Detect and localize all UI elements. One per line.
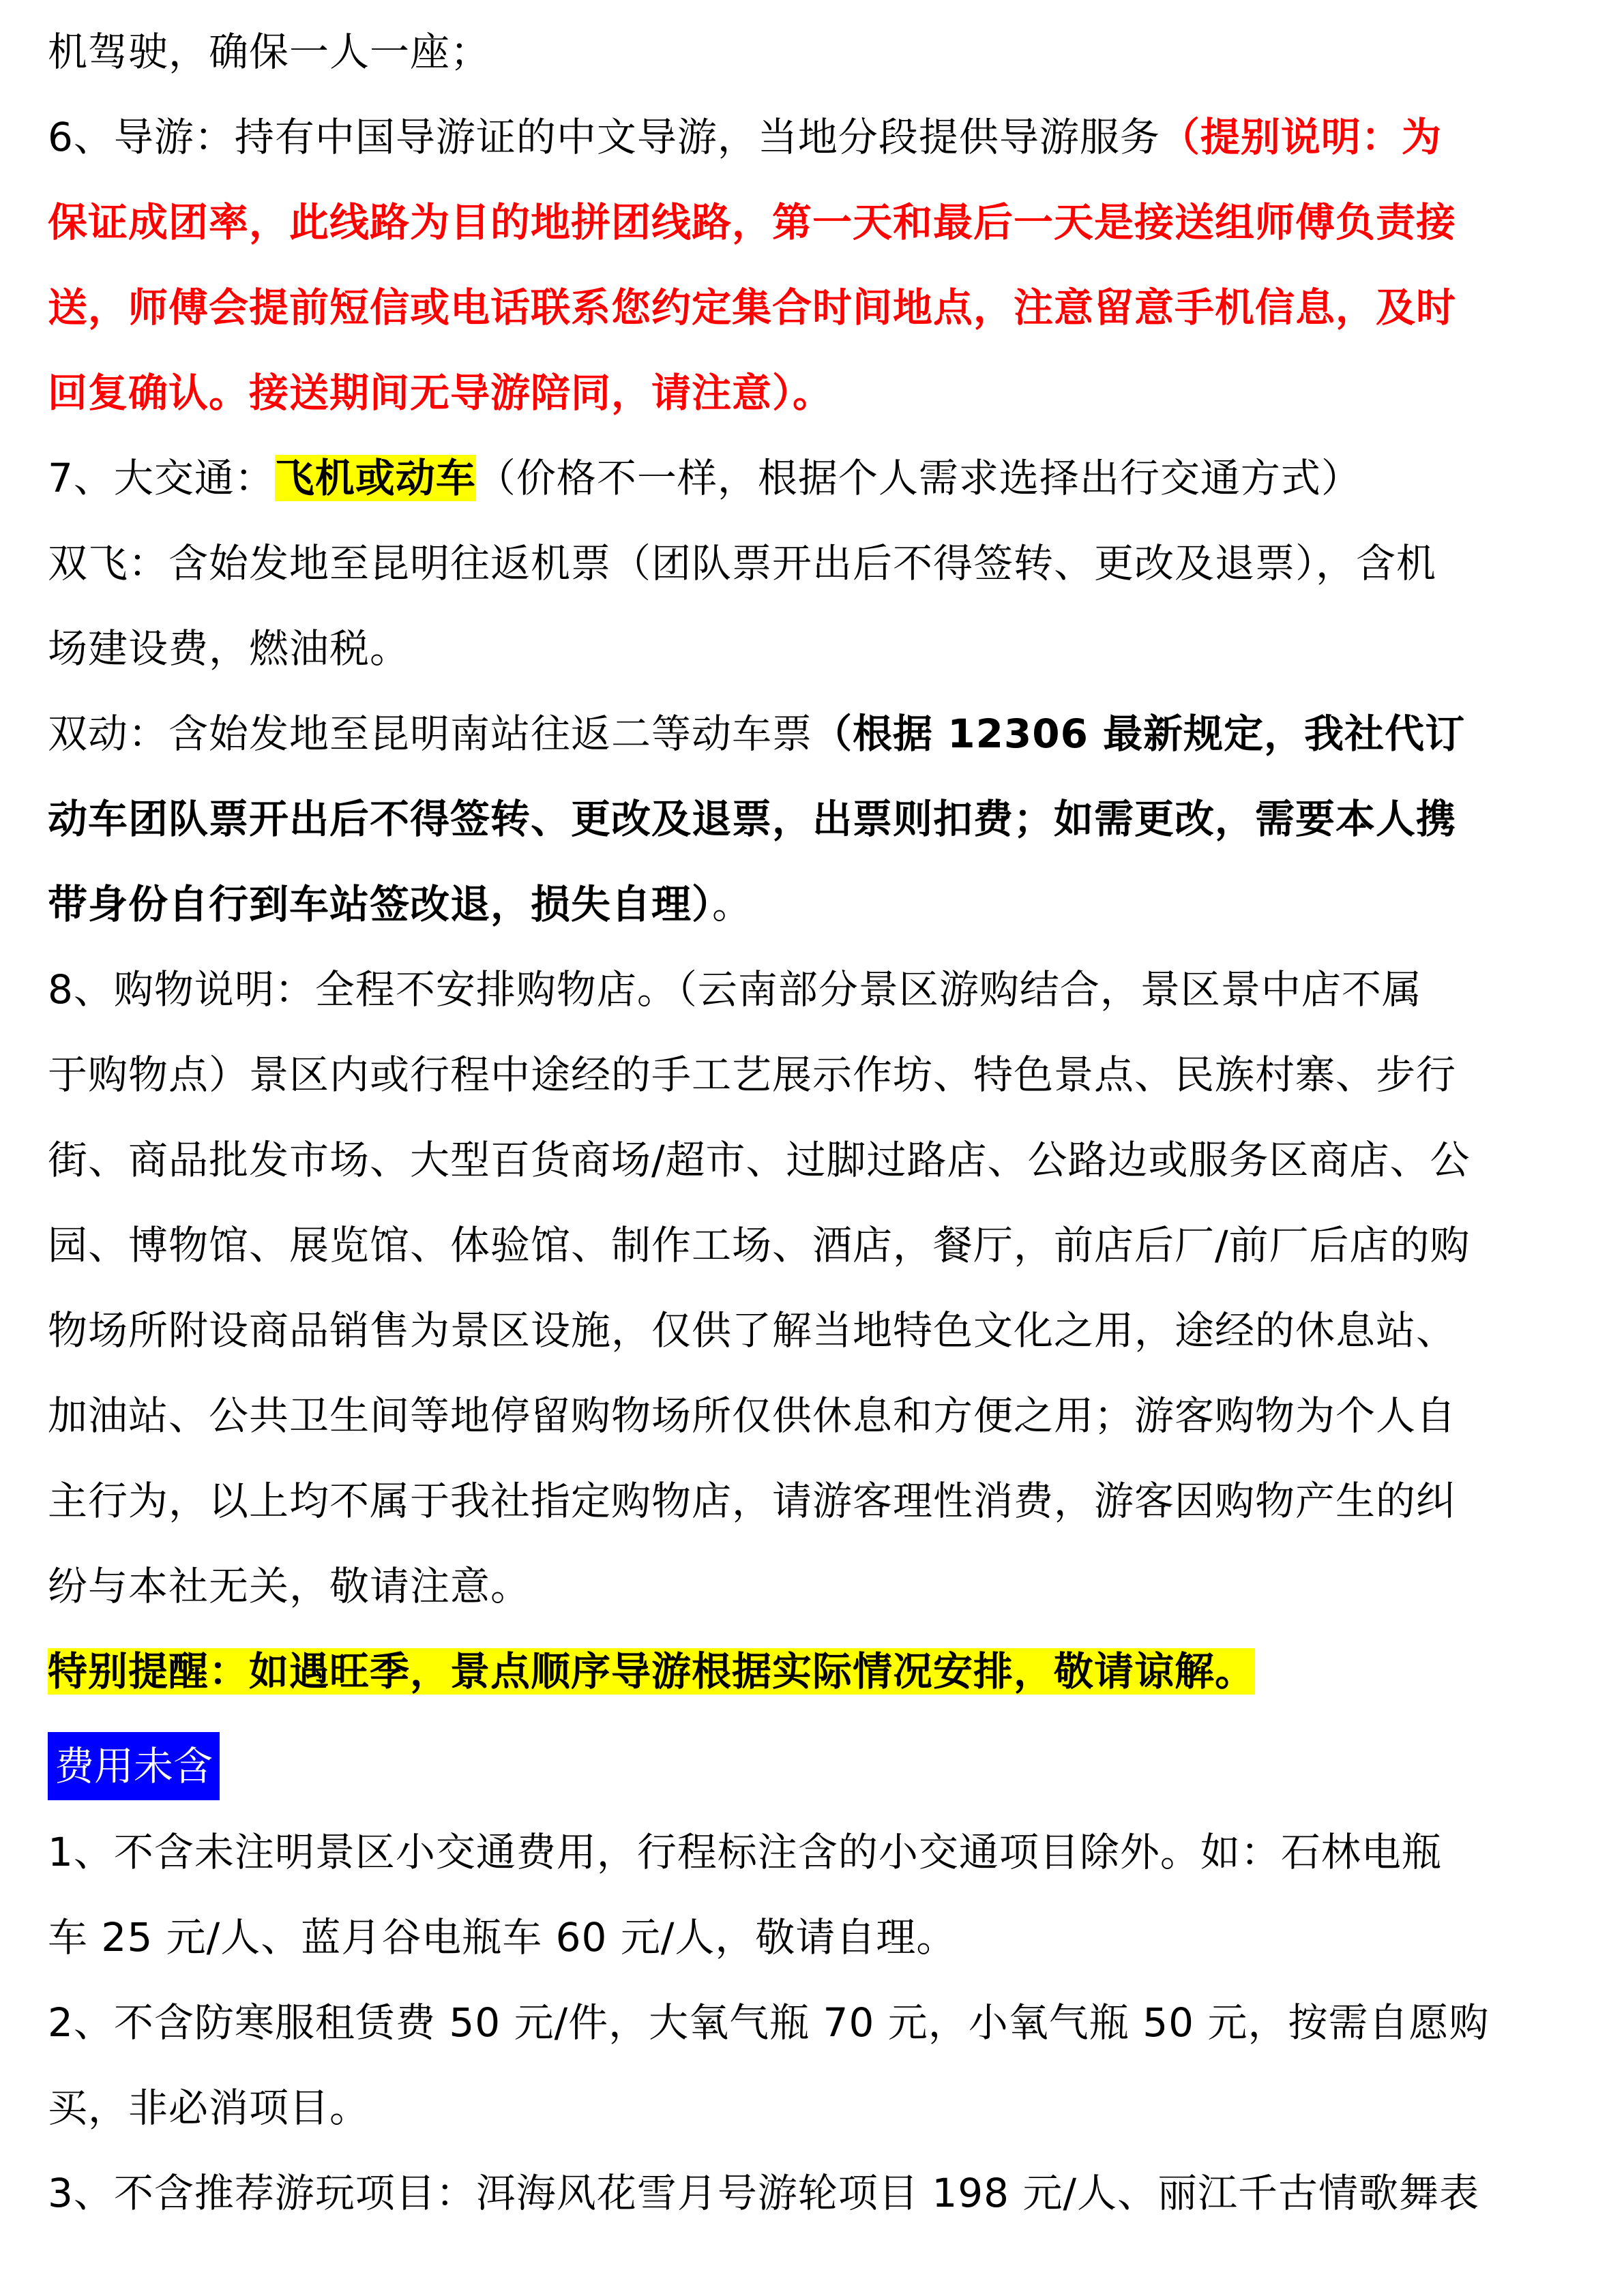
text-segment: 飞机或动车: [274, 455, 476, 501]
text-segment: （根据 12306 最新规定，我社代订: [812, 711, 1466, 757]
text-line: [48, 198, 1456, 247]
text-line: [48, 1476, 1456, 1525]
text-line: [48, 1391, 1456, 1440]
text-segment: 双飞：含始发地至昆明往返机票（团队票开出后不得签转、更改及退票），含机: [48, 540, 1437, 586]
text-line: [48, 453, 1361, 503]
text-segment: 8、购物说明：全程不安排购物店。（云南部分景区游购结合，景区景中店不属: [48, 966, 1422, 1013]
text-segment: 于购物点）景区内或行程中途经的手工艺展示作坊、特色景点、民族村寨、步行: [48, 1052, 1457, 1098]
section-title-fees-excluded: 费用未含: [48, 1732, 220, 1800]
text-line: [48, 2168, 1479, 2218]
text-segment: （提别说明：为: [1160, 114, 1442, 160]
text-segment: 纷与本社无关，敬请注意。: [48, 1563, 531, 1609]
text-segment: 加油站、公共卫生间等地停留购物场所仅供休息和方便之用；游客购物为个人自: [48, 1392, 1457, 1439]
text-line: [48, 1221, 1471, 1270]
text-line: [48, 27, 490, 76]
text-line: [48, 794, 1456, 844]
text-segment: 3、不含推荐游玩项目：洱海风花雪月号游轮项目 198 元/人、丽江千古情歌舞表: [48, 2170, 1480, 2216]
text-line: [48, 1135, 1471, 1184]
text-line: [48, 1562, 531, 1611]
text-segment: 保证成团率，此线路为目的地拼团线路，第一天和最后一天是接送组师傅负责接: [48, 199, 1457, 245]
text-segment: 送，师傅会提前短信或电话联系您约定集合时间地点，注意留意手机信息，及时: [48, 284, 1457, 331]
text-line: [48, 1913, 956, 1962]
text-line: [48, 709, 1465, 758]
text-segment: 动车团队票开出后不得签转、更改及退票，出票则扣费；如需更改，需要本人携: [48, 796, 1457, 842]
text-line: [48, 1306, 1456, 1355]
text-line: [48, 283, 1456, 332]
text-line: [48, 1828, 1442, 1877]
text-line: [48, 368, 833, 417]
text-segment: 2、不含防寒服租赁费 50 元/件，大氧气瓶 70 元，小氧气瓶 50 元，按需自愿购: [48, 1999, 1490, 2046]
text-segment: 特别提醒：如遇旺季，景点顺序导游根据实际情况安排，敬请谅解。: [48, 1648, 1256, 1695]
text-segment: 机驾驶，确保一人一座；: [48, 29, 491, 75]
text-segment: 物场所附设商品销售为景区设施，仅供了解当地特色文化之用，途经的休息站、: [48, 1307, 1457, 1354]
text-segment: 车 25 元/人、蓝月谷电瓶车 60 元/人，敬请自理。: [48, 1914, 957, 1960]
text-line: [48, 624, 410, 673]
text-segment: 园、博物馆、展览馆、体验馆、制作工场、酒店，餐厅，前店后厂/前厂后店的购: [48, 1222, 1471, 1268]
text-segment: 买，非必消项目。: [48, 2085, 370, 2131]
text-segment: 1、不含未注明景区小交通费用，行程标注含的小交通项目除外。如：石林电瓶: [48, 1829, 1442, 1875]
text-segment: 双动：含始发地至昆明南站往返二等动车票: [48, 711, 813, 757]
text-segment: 。: [712, 881, 753, 927]
text-line: [48, 1647, 1255, 1696]
text-segment: 场建设费，燃油税。: [48, 625, 411, 672]
text-line: [48, 965, 1422, 1014]
text-line: [48, 1998, 1489, 2047]
text-line: [48, 539, 1436, 588]
text-segment: 街、商品批发市场、大型百货商场/超市、过脚过路店、公路边或服务区商店、公: [48, 1137, 1471, 1183]
text-segment: 6、导游：持有中国导游证的中文导游，当地分段提供导游服务: [48, 114, 1160, 160]
text-line: [48, 880, 752, 929]
text-line: [48, 1050, 1456, 1099]
text-segment: （价格不一样，根据个人需求选择出行交通方式）: [475, 455, 1361, 501]
text-segment: 带身份自行到车站签改退，损失自理）: [48, 881, 713, 927]
text-line: [48, 113, 1442, 162]
text-segment: 7、大交通：: [48, 455, 275, 501]
text-segment: 主行为，以上均不属于我社指定购物店，请游客理性消费，游客因购物产生的纠: [48, 1478, 1457, 1524]
text-segment: 回复确认。接送期间无导游陪同，请注意）。: [48, 370, 833, 416]
text-line: [48, 2083, 370, 2132]
